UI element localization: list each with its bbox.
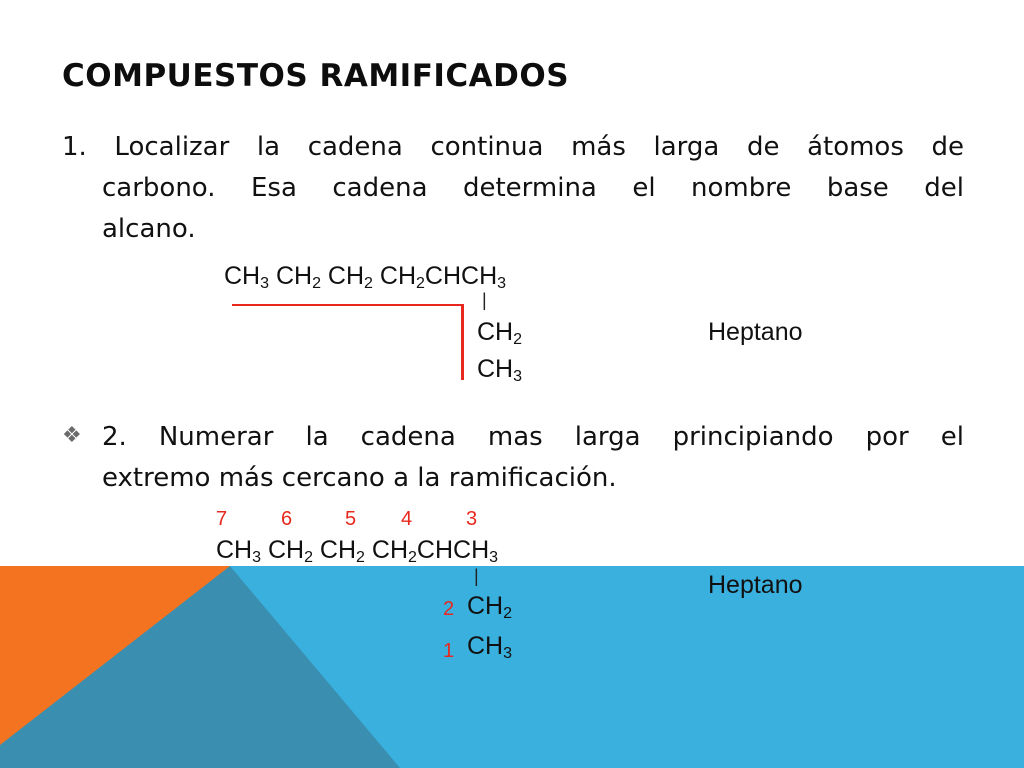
slide-title: COMPUESTOS RAMIFICADOS <box>62 58 570 94</box>
carbon-number-2: 2 <box>443 598 455 620</box>
formula1-branch-ch2: $CH_2$ <box>477 318 523 348</box>
step2-paragraph <box>62 417 964 499</box>
formula1-branch-bond: | <box>482 290 487 310</box>
step1-line-3: alcano. <box>102 214 196 244</box>
diamond-bullet-icon: ❖ <box>62 423 82 448</box>
formula2-branch-ch3: $CH_3$ <box>467 632 513 662</box>
carbon-number-4: 4 <box>401 508 413 530</box>
carbon-number-7: 7 <box>216 508 228 530</box>
carbon-number-3: 3 <box>466 508 478 530</box>
step2-line-2: extremo más cercano a la ramificación. <box>102 463 617 493</box>
formula2-branch-bond: | <box>474 566 479 586</box>
step1-line-2: carbono. Esa cadena determina el nombre base del <box>102 173 964 203</box>
formula1-chain-vertical-marker <box>461 304 464 380</box>
step2-line-1: 2. Numerar la cadena mas larga principiando por el <box>102 422 964 452</box>
carbon-number-1: 1 <box>443 640 455 662</box>
formula2-name-label: Heptano <box>708 571 803 599</box>
formula1-main-chain: $CH_3$ $CH_2$ $CH_2$ $CH_2CHCH_3$ <box>224 262 507 292</box>
formula2-main-chain: $CH_3$ $CH_2$ $CH_2$ $CH_2CHCH_3$ <box>216 536 499 566</box>
carbon-number-6: 6 <box>281 508 293 530</box>
formula1-branch-ch3: $CH_3$ <box>477 355 523 385</box>
formula1-chain-underline <box>232 304 464 306</box>
formula2-branch-ch2: $CH_2$ <box>467 592 513 622</box>
carbon-number-5: 5 <box>345 508 357 530</box>
step1-paragraph <box>62 127 964 250</box>
formula1-name-label: Heptano <box>708 318 803 346</box>
step1-line-1: 1. Localizar la cadena continua más larga de átomos de <box>62 132 964 162</box>
